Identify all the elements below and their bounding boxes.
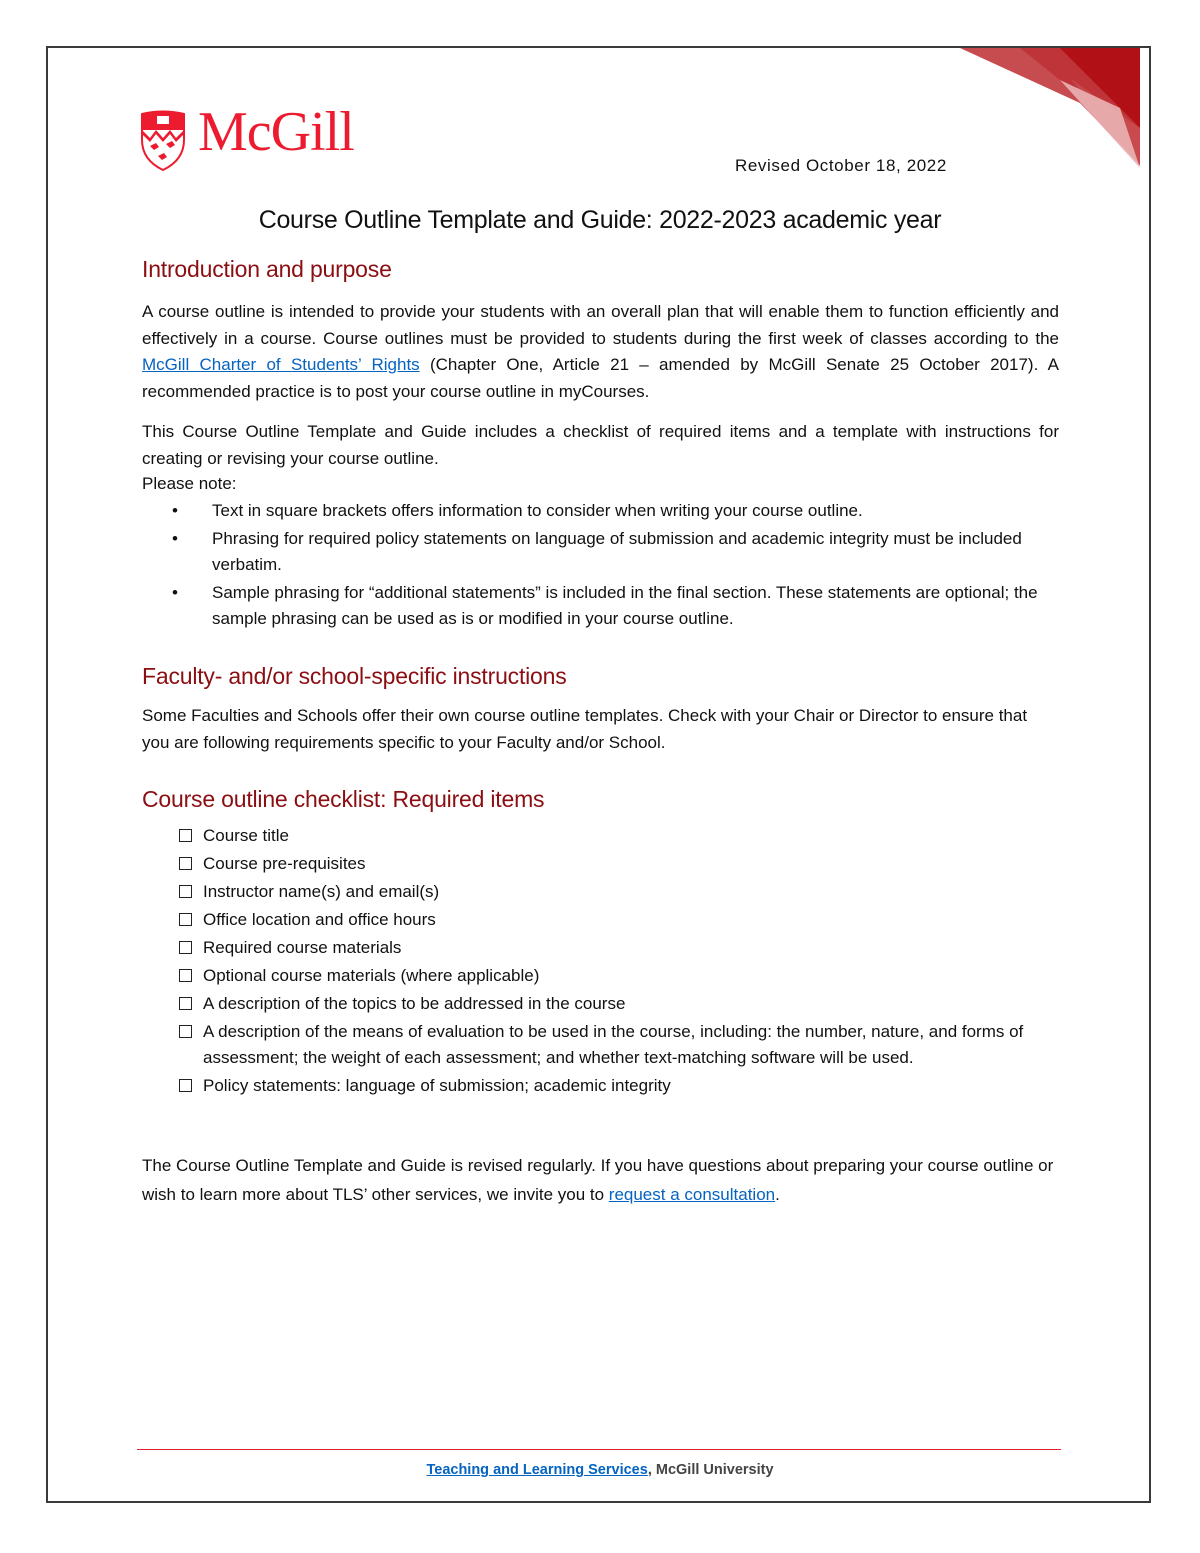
checkbox-icon[interactable]: [179, 969, 192, 982]
checklist-label: A description of the means of evaluation to be used in the course, including: the number, nature, and forms of assessment; the weight of each assessment; and whether text-matching software will be used.: [203, 1022, 1024, 1067]
footer-divider: [137, 1449, 1061, 1450]
checkbox-icon[interactable]: [179, 857, 192, 870]
corner-decoration-icon: [960, 48, 1150, 173]
checklist-item[interactable]: [178, 879, 1058, 905]
mcgill-logo[interactable]: [140, 101, 380, 178]
tls-footer-link[interactable]: Teaching and Learning Services: [426, 1462, 648, 1478]
checklist-item[interactable]: [178, 1019, 1058, 1071]
checklist-label: Instructor name(s) and email(s): [203, 882, 440, 901]
checklist-label: Course pre-requisites: [203, 854, 366, 873]
required-items-checklist: [178, 823, 1058, 1101]
checkbox-icon[interactable]: [179, 913, 192, 926]
page-footer: [0, 1462, 1200, 1478]
closing-text-after: .: [775, 1185, 780, 1204]
bullet-icon: •: [172, 501, 178, 520]
note-text: Sample phrasing for “additional statements” is included in the final section. These statements are optional; the sample phrasing can be used as is or modified in your course outline.: [212, 582, 1038, 628]
checklist-item[interactable]: [178, 1073, 1058, 1099]
checkbox-icon[interactable]: [179, 829, 192, 842]
checkbox-icon[interactable]: [179, 1079, 192, 1092]
checklist-heading: Course outline checklist: Required items: [142, 786, 545, 812]
checklist-label: Required course materials: [203, 938, 402, 957]
checklist-item[interactable]: [178, 823, 1058, 849]
charter-of-rights-link[interactable]: McGill Charter of Students’ Rights: [142, 355, 420, 374]
logo-wordmark: McGill: [198, 101, 354, 163]
checkbox-icon[interactable]: [179, 941, 192, 954]
checklist-item[interactable]: [178, 963, 1058, 989]
checklist-label: Optional course materials (where applicable): [203, 966, 540, 985]
checklist-item[interactable]: [178, 851, 1058, 877]
checkbox-icon[interactable]: [179, 885, 192, 898]
please-note-label: Please note:: [142, 474, 237, 493]
checkbox-icon[interactable]: [179, 997, 192, 1010]
note-item: [142, 498, 1059, 525]
template-description: This Course Outline Template and Guide includes a checklist of required items and a template with instructions for creating or revising your course outline.: [142, 422, 1059, 468]
request-consultation-link[interactable]: request a consultation: [608, 1185, 776, 1204]
intro-paragraph: [142, 299, 1059, 405]
footer-university: , McGill University: [647, 1462, 774, 1478]
closing-paragraph: [142, 1151, 1059, 1209]
intro-text-after: (Chapter One, Article 21 – amended by McGill Senate 25 October 2017). A recommended practice is to post your course outline in myCourses.: [142, 355, 1059, 401]
note-text: Text in square brackets offers information to consider when writing your course outline.: [212, 501, 863, 520]
faculty-paragraph: Some Faculties and Schools offer their own course outline templates. Check with your Chair or Director to ensure that you are following requirements specific to your Faculty and/or School.: [142, 706, 1028, 752]
checklist-label: A description of the topics to be addressed in the course: [203, 994, 626, 1013]
note-item: [142, 526, 1059, 579]
checklist-label: Course title: [203, 826, 289, 845]
document-title: Course Outline Template and Guide: 2022-2023 academic year: [258, 206, 942, 234]
note-list: [142, 498, 1059, 634]
bullet-icon: •: [172, 582, 178, 602]
checklist-label: Office location and office hours: [203, 910, 436, 929]
bullet-icon: •: [172, 528, 178, 548]
revised-date: Revised October 18, 2022: [735, 156, 947, 175]
faculty-heading: Faculty- and/or school-specific instructions: [142, 663, 567, 689]
closing-text-before: The Course Outline Template and Guide is revised regularly. If you have questions about preparing your course outline or wish to learn more about TLS’ other services, we invite you to: [142, 1156, 1054, 1204]
checklist-label: Policy statements: language of submission; academic integrity: [203, 1076, 671, 1095]
intro-text-before: A course outline is intended to provide your students with an overall plan that will enable them to function efficiently and effectively in a course. Course outlines must be provided to students during the first week of classes according to the: [142, 302, 1059, 348]
note-item: [142, 580, 1059, 633]
checkbox-icon[interactable]: [179, 1025, 192, 1038]
checklist-item[interactable]: [178, 991, 1058, 1017]
checklist-item[interactable]: [178, 907, 1058, 933]
mcgill-shield-icon: [140, 110, 186, 172]
intro-heading: Introduction and purpose: [142, 256, 392, 282]
checklist-item[interactable]: [178, 935, 1058, 961]
note-text: Phrasing for required policy statements on language of submission and academic integrity must be included verbatim.: [212, 528, 1022, 574]
